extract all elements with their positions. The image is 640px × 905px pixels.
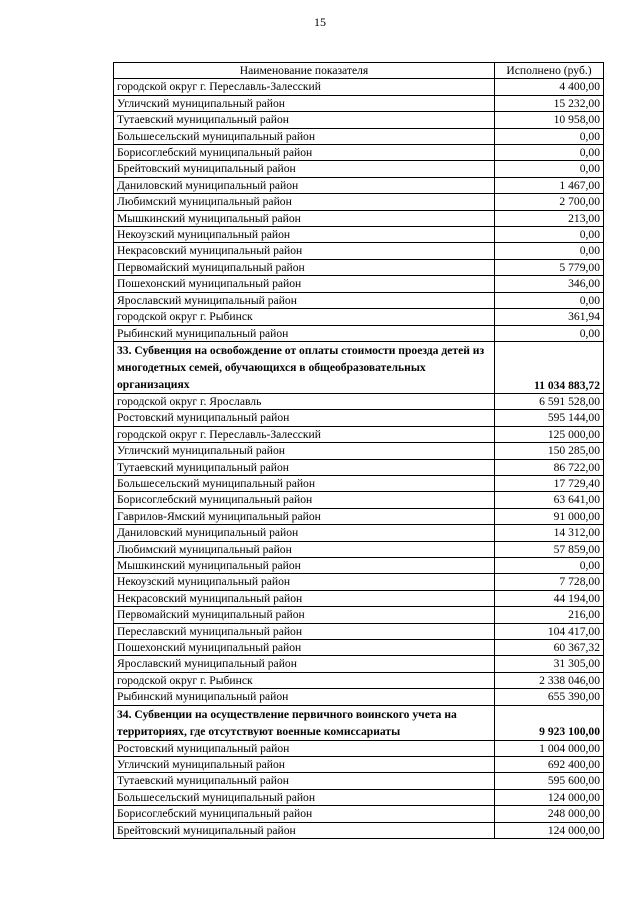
row-name: Некоузский муниципальный район [114,227,495,243]
row-value: 6 591 528,00 [495,393,604,409]
row-value: 14 312,00 [495,525,604,541]
row-name: Пошехонский муниципальный район [114,640,495,656]
table-row [114,194,604,210]
table-row [114,95,604,111]
row-value: 595 600,00 [495,773,604,789]
row-name: Ростовский муниципальный район [114,410,495,426]
row-name: Рыбинский муниципальный район [114,325,495,341]
section-total: 9 923 100,00 [495,705,604,740]
row-name: Ярославский муниципальный район [114,292,495,308]
table-row [114,145,604,161]
table-row [114,525,604,541]
page-number: 15 [314,15,326,29]
row-value: 17 729,40 [495,475,604,491]
section-title: 34. Субвенции на осуществление первичного воинского учета на территориях, где отсутствуют военные комиссариаты [114,705,495,740]
section-title: 33. Субвенция на освобождение от оплаты стоимости проезда детей из многодетных семей, обучающихся в общеобразовательных организациях [114,341,495,393]
row-name: городской округ г. Рыбинск [114,309,495,325]
row-value: 1 467,00 [495,177,604,193]
table-row [114,557,604,573]
table-row [114,822,604,838]
row-name: городской округ г. Ярославль [114,393,495,409]
table-row [114,640,604,656]
row-name: Тутаевский муниципальный район [114,112,495,128]
row-value: 0,00 [495,128,604,144]
section-row [114,341,604,393]
row-name: Некрасовский муниципальный район [114,590,495,606]
row-value: 0,00 [495,161,604,177]
row-name: Первомайский муниципальный район [114,607,495,623]
table-row [114,79,604,95]
row-value: 692 400,00 [495,757,604,773]
table-row [114,773,604,789]
row-name: Некрасовский муниципальный район [114,243,495,259]
table-row [114,590,604,606]
row-name: Даниловский муниципальный район [114,177,495,193]
table-row [114,740,604,756]
row-name: Брейтовский муниципальный район [114,822,495,838]
table-row [114,443,604,459]
row-value: 150 285,00 [495,443,604,459]
table-row [114,292,604,308]
table-row [114,623,604,639]
row-value: 213,00 [495,210,604,226]
table-row [114,243,604,259]
row-value: 44 194,00 [495,590,604,606]
row-value: 60 367,32 [495,640,604,656]
table-row [114,393,604,409]
row-name: Переславский муниципальный район [114,623,495,639]
row-value: 57 859,00 [495,541,604,557]
header-name: Наименование показателя [114,63,495,79]
row-name: Угличский муниципальный район [114,95,495,111]
row-value: 10 958,00 [495,112,604,128]
report-table [113,62,604,839]
row-value: 31 305,00 [495,656,604,672]
row-value: 63 641,00 [495,492,604,508]
row-value: 15 232,00 [495,95,604,111]
section-total: 11 034 883,72 [495,341,604,393]
row-value: 346,00 [495,276,604,292]
table-row [114,309,604,325]
section-row [114,705,604,740]
row-value: 0,00 [495,243,604,259]
row-value: 2 700,00 [495,194,604,210]
row-value: 655 390,00 [495,689,604,705]
row-name: Борисоглебский муниципальный район [114,145,495,161]
row-value: 124 000,00 [495,789,604,805]
row-name: Любимский муниципальный район [114,541,495,557]
table-header [114,63,604,79]
row-name: Угличский муниципальный район [114,443,495,459]
row-name: Тутаевский муниципальный район [114,459,495,475]
row-value: 5 779,00 [495,259,604,275]
row-name: Большесельский муниципальный район [114,789,495,805]
table-row [114,475,604,491]
row-name: городской округ г. Рыбинск [114,672,495,688]
table-row [114,574,604,590]
table-body [114,79,604,839]
row-value: 248 000,00 [495,806,604,822]
row-name: Борисоглебский муниципальный район [114,806,495,822]
row-value: 0,00 [495,325,604,341]
row-value: 86 722,00 [495,459,604,475]
table-row [114,259,604,275]
row-name: Даниловский муниципальный район [114,525,495,541]
row-value: 4 400,00 [495,79,604,95]
row-name: городской округ г. Переславль-Залесский [114,426,495,442]
table-row [114,177,604,193]
row-name: Рыбинский муниципальный район [114,689,495,705]
row-value: 595 144,00 [495,410,604,426]
row-value: 91 000,00 [495,508,604,524]
table-row [114,789,604,805]
row-value: 124 000,00 [495,822,604,838]
row-name: Большесельский муниципальный район [114,475,495,491]
row-value: 7 728,00 [495,574,604,590]
row-value: 216,00 [495,607,604,623]
row-value: 0,00 [495,292,604,308]
row-name: Некоузский муниципальный район [114,574,495,590]
table-row [114,757,604,773]
row-value: 2 338 046,00 [495,672,604,688]
table-row [114,128,604,144]
table-row [114,459,604,475]
row-value: 0,00 [495,145,604,161]
row-name: Ростовский муниципальный район [114,740,495,756]
row-name: Мышкинский муниципальный район [114,557,495,573]
row-name: Мышкинский муниципальный район [114,210,495,226]
row-value: 361,94 [495,309,604,325]
row-name: Ярославский муниципальный район [114,656,495,672]
table-row [114,210,604,226]
row-name: Угличский муниципальный район [114,757,495,773]
row-name: Борисоглебский муниципальный район [114,492,495,508]
table-row [114,276,604,292]
table-row [114,689,604,705]
row-value: 1 004 000,00 [495,740,604,756]
row-name: Гаврилов-Ямский муниципальный район [114,508,495,524]
table-row [114,161,604,177]
table-row [114,112,604,128]
row-name: Брейтовский муниципальный район [114,161,495,177]
table-row [114,410,604,426]
row-name: Тутаевский муниципальный район [114,773,495,789]
header-value: Исполнено (руб.) [495,63,604,79]
table-row [114,541,604,557]
row-name: Любимский муниципальный район [114,194,495,210]
table-row [114,227,604,243]
row-value: 104 417,00 [495,623,604,639]
table-row [114,492,604,508]
table-row [114,672,604,688]
table-row [114,325,604,341]
row-name: городской округ г. Переславль-Залесский [114,79,495,95]
table-row [114,656,604,672]
row-name: Пошехонский муниципальный район [114,276,495,292]
table-row [114,806,604,822]
table-row [114,508,604,524]
table-row [114,426,604,442]
row-value: 0,00 [495,557,604,573]
row-name: Первомайский муниципальный район [114,259,495,275]
row-name: Большесельский муниципальный район [114,128,495,144]
row-value: 0,00 [495,227,604,243]
row-value: 125 000,00 [495,426,604,442]
table-row [114,607,604,623]
